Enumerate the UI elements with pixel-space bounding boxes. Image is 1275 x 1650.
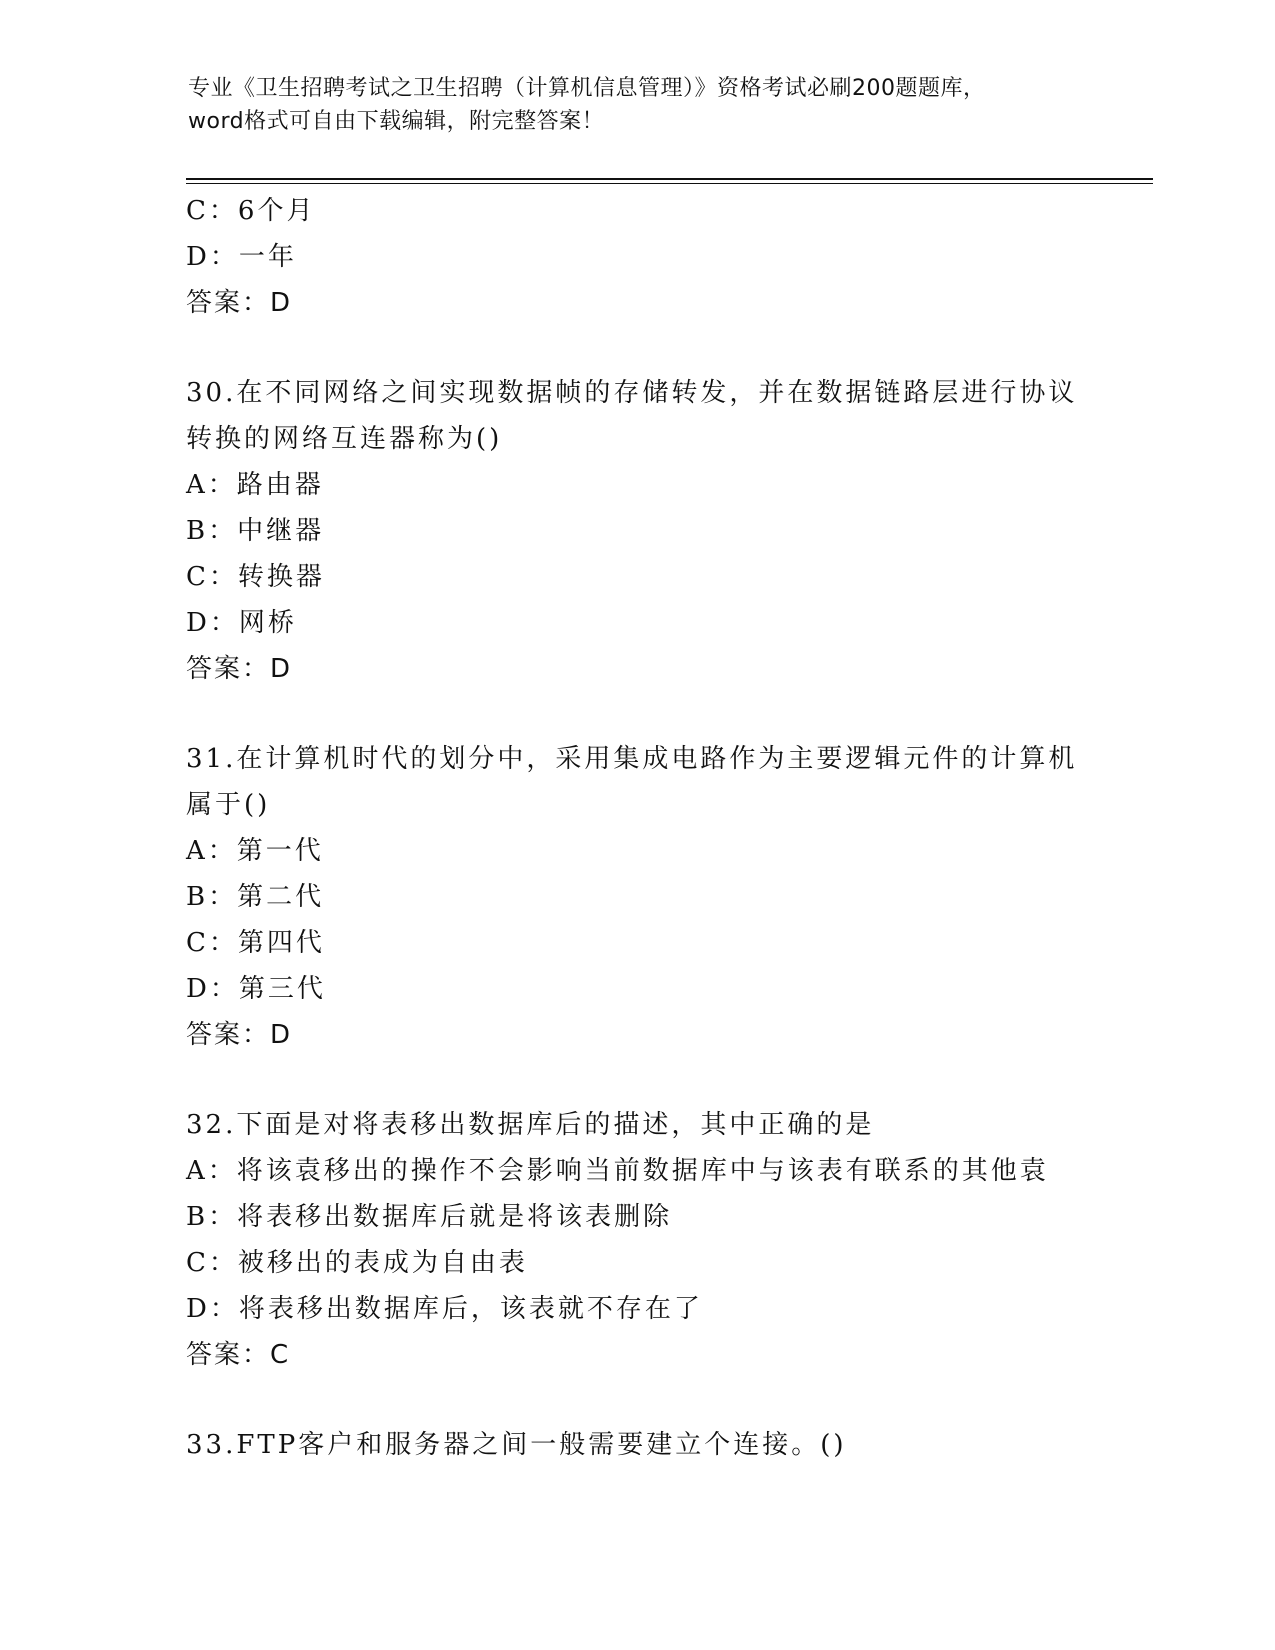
option-line [186, 600, 1086, 646]
option-letter: D： [186, 242, 239, 272]
option-line [186, 554, 1086, 600]
option-letter: D： [186, 608, 239, 638]
option-text: 第一代 [236, 836, 324, 866]
option-line [186, 1148, 1086, 1194]
option-line [186, 508, 1086, 554]
option-line [186, 1286, 1086, 1332]
option-line [186, 874, 1086, 920]
option-letter: A： [186, 470, 237, 500]
question-title: 33.FTP客户和服务器之间一般需要建立个连接。() [186, 1430, 847, 1460]
option-letter: C： [186, 928, 238, 958]
option-text: 第四代 [237, 928, 325, 958]
option-text: 将表移出数据库后，该表就不存在了 [238, 1294, 703, 1324]
answer-line: 答案：D [186, 288, 293, 318]
question-title: 31.在计算机时代的划分中，采用集成电路作为主要逻辑元件的计算机 [186, 744, 1078, 774]
option-letter: C： [186, 562, 238, 592]
option-letter: A： [186, 1156, 237, 1186]
option-line [186, 828, 1086, 874]
option-text: 网桥 [238, 608, 297, 638]
option-letter: D： [186, 974, 239, 1004]
option-text: 转换器 [237, 562, 325, 592]
option-letter: B： [186, 1202, 238, 1232]
option-text: 被移出的表成为自由表 [237, 1248, 528, 1278]
document-header [188, 72, 1088, 138]
option-line [186, 1194, 1086, 1240]
option-text: 中继器 [237, 516, 325, 546]
option-text: 6个月 [237, 196, 316, 226]
answer-line: 答案：C [186, 1340, 291, 1370]
answer-line: 答案：D [186, 654, 293, 684]
option-text: 将该袁移出的操作不会影响当前数据库中与该表有联系的其他袁 [236, 1156, 1049, 1186]
option-text: 将表移出数据库后就是将该表删除 [237, 1202, 673, 1232]
option-text: 第二代 [237, 882, 325, 912]
option-letter: B： [186, 882, 238, 912]
option-text: 路由器 [236, 470, 324, 500]
question-title: 30.在不同网络之间实现数据帧的存储转发，并在数据链路层进行协议 [186, 378, 1078, 408]
option-letter: D： [186, 1294, 239, 1324]
question-content [186, 188, 1086, 1468]
question-title: 32.下面是对将表移出数据库后的描述，其中正确的是 [186, 1110, 875, 1140]
option-text: 一年 [238, 242, 297, 272]
option-line [186, 920, 1086, 966]
option-letter: A： [186, 836, 237, 866]
question-title-cont: 转换的网络互连器称为() [186, 424, 503, 454]
option-letter: C： [186, 196, 238, 226]
option-letter: C： [186, 1248, 238, 1278]
option-letter: B： [186, 516, 238, 546]
header-line-1: 专业《卫生招聘考试之卫生招聘（计算机信息管理）》资格考试必刷200题题库， [188, 76, 986, 101]
option-line [186, 462, 1086, 508]
option-line [186, 1240, 1086, 1286]
header-divider-thin [186, 183, 1153, 184]
header-line-2: word格式可自由下载编辑，附完整答案！ [188, 109, 605, 134]
question-title-cont: 属于() [186, 790, 271, 820]
option-line [186, 234, 1086, 280]
header-divider [186, 178, 1153, 180]
option-line [186, 188, 1086, 234]
option-line [186, 966, 1086, 1012]
option-text: 第三代 [238, 974, 326, 1004]
answer-line: 答案：D [186, 1020, 293, 1050]
